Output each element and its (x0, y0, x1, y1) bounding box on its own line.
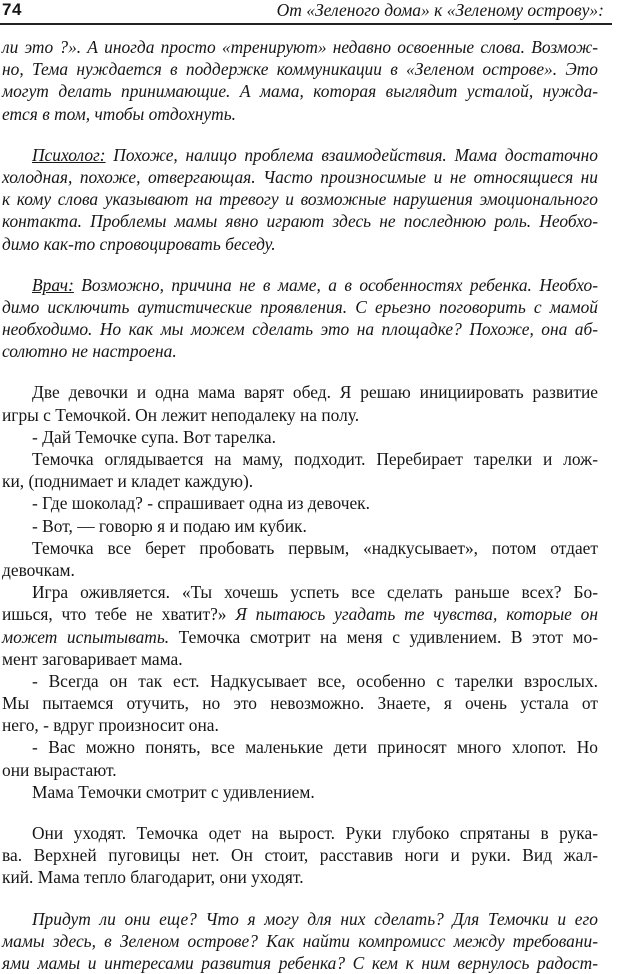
doctor-paragraph (2, 274, 598, 363)
page-header (0, 0, 620, 22)
speaker-label: Врач: (32, 274, 74, 295)
italic-paragraph (2, 36, 598, 125)
text-line: могут делать принимающие. А мама, которая выглядит усталой, нужда- (2, 81, 598, 102)
text-line: к кому слова указывают на тревогу и возможные нарушения эмоционального (2, 189, 598, 210)
text-line: может испытывать. Темочка смотрит на меня с удивлением. В этот мо- (2, 626, 599, 647)
text-line: Психолог: Похоже, налицо проблема взаимодействия. Мама достаточно (32, 144, 598, 165)
page-number: 74 (2, 0, 22, 19)
header-rule (0, 23, 612, 25)
text-line: ва. Верхней пуговицы нет. Он стоит, расставив ноги и руки. Вид жал- (2, 845, 598, 866)
running-title: От «Зеленого дома» к «Зеленому острову»: (276, 0, 604, 20)
text-line: но, Тема нуждается в поддержке коммуникации в «Зеленом острове». Это (2, 59, 598, 80)
text-line: необходимо. Но как мы можем сделать это на площадке? Похоже, она аб- (2, 319, 598, 340)
text-line: ями мамы и интересами развития ребенка? С кем к ним вернулось радост- (2, 952, 598, 973)
departure-paragraph (2, 822, 598, 889)
psychologist-paragraph (2, 144, 598, 255)
dialogue-line: - Вас можно понять, все маленькие дети приносят много хлопот. Но (32, 737, 598, 758)
text-line: девочкам. (2, 559, 75, 580)
text-line: димо исключить аутистические проявления. С ерьезно поговорить с мамой (2, 296, 598, 317)
text-line: ишься, что тебе не хватит?» Я пытаюсь угадать те чувства, которые он (2, 604, 599, 625)
dialogue-line: - Дай Темочке супа. Вот тарелка. (32, 426, 276, 447)
text-line: Они уходят. Темочка одет на вырост. Руки глубоко спрятаны в рука- (32, 823, 598, 843)
text-line: Темочка оглядывается на маму, подходит. Перебирает тарелки и лож- (32, 449, 598, 469)
dialogue-line: - Вот, — говорю я и подаю им кубик. (32, 515, 307, 536)
text-line: холодная, похоже, отвергающая. Часто произносимые и не относящиеся ни (2, 166, 598, 187)
text-line: солютно не настроена. (2, 341, 177, 362)
text-line: кий. Мама тепло благодарит, они уходят. (2, 867, 304, 888)
text-line: ется в том, чтобы отдохнуть. (2, 103, 236, 124)
text-line: мент заговаривает мама. (2, 648, 183, 669)
text-line: него, - вдруг произносит она. (2, 715, 219, 736)
text-line: Мама Темочки смотрит с удивлением. (32, 781, 315, 802)
reflection-paragraph (2, 908, 598, 974)
text-line: димо как-то спровоцировать беседу. (2, 233, 276, 254)
dialogue-line: - Где шоколад? - спрашивает одна из девочек. (32, 493, 370, 514)
page-body (2, 36, 598, 974)
text-line: мамы здесь, в Зеленом острове? Как найти компромисс между требовани- (2, 930, 598, 951)
text-line: ли это ?». А иногда просто «тренируют» недавно освоенные слова. Возмож- (2, 37, 598, 57)
text-line: ки, (поднимает и кладет каждую). (2, 471, 254, 492)
narrative-section (2, 381, 598, 803)
text-line: игры с Темочкой. Он лежит неподалеку на полу. (2, 404, 360, 425)
dialogue-line: - Всегда он так ест. Надкусывает все, особенно с тарелки взрослых. (32, 670, 598, 691)
text-line: Две девочки и одна мама варят обед. Я решаю инициировать развитие (32, 382, 598, 403)
text-line: контакта. Проблемы мамы явно играют здесь не последнюю роль. Необхо- (2, 211, 598, 232)
text-line: Врач: Возможно, причина не в маме, а в особенностях ребенка. Необхо- (32, 274, 598, 295)
text-line: Игра оживляется. «Ты хочешь успеть все сделать раньше всех? Бо- (32, 582, 598, 603)
speaker-label: Психолог: (32, 144, 106, 165)
text-line: Придут ли они еще? Что я могу для них сделать? Для Темочки и его (32, 908, 598, 929)
text-line: Мы пытаемся отучить, но это невозможно. Знаете, я очень устала от (2, 693, 598, 714)
text-line: они вырастают. (2, 759, 117, 780)
text-line: Темочка все берет пробовать первым, «надкусывает», потом отдает (32, 537, 598, 558)
